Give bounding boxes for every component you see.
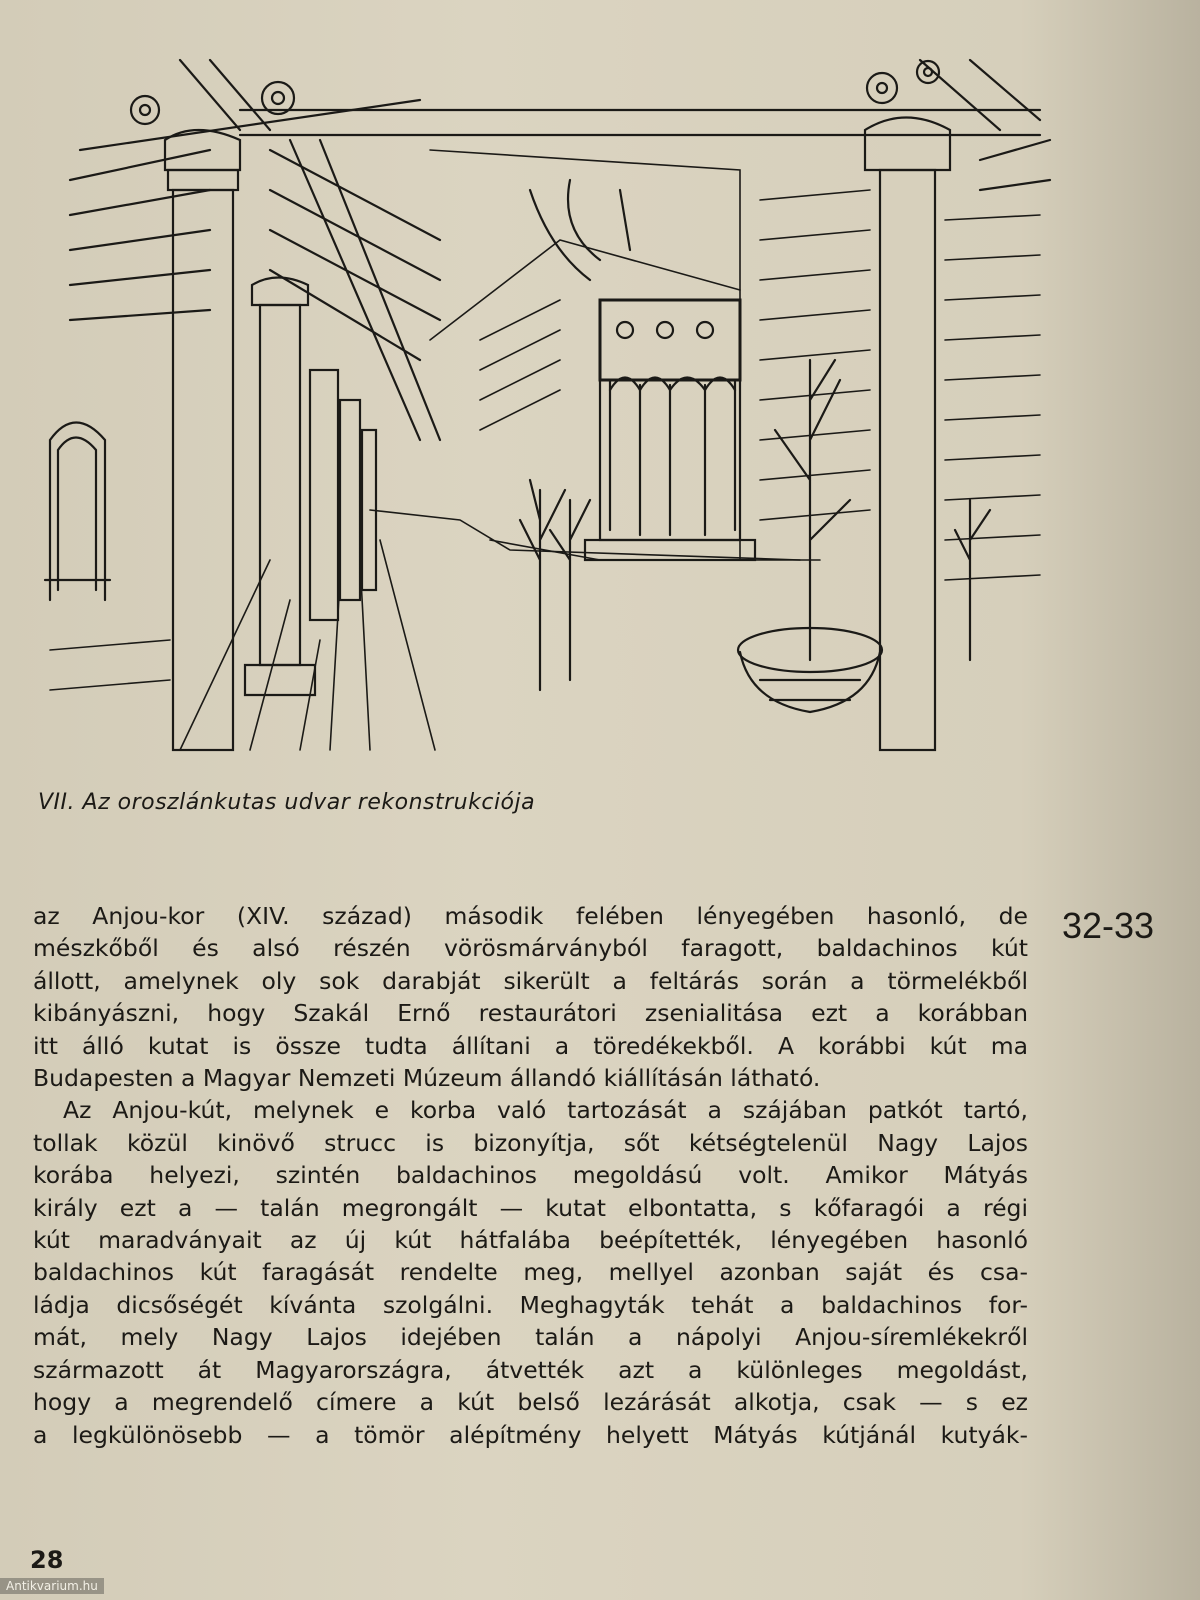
page-number: 28 xyxy=(30,1546,64,1574)
text-line: ládja dicsőségét kívánta szolgálni. Meghagyták tehát a baldachinos for- xyxy=(33,1290,1028,1319)
baldachin-fountain xyxy=(585,300,755,560)
courtyard-reconstruction-drawing xyxy=(40,40,1070,760)
text-line: Budapesten a Magyar Nemzeti Múzeum állandó kiállításán látható. xyxy=(33,1064,821,1093)
text-line: mát, mely Nagy Lajos idejében talán a nápolyi Anjou-síremlékekről xyxy=(33,1323,1028,1352)
text-line: Az Anjou-kút, melynek e korba való tartozását a szájában patkót tartó, xyxy=(63,1096,1028,1125)
text-line: állott, amelynek oly sok darabját sikerült a feltárás során a törmelékből xyxy=(33,966,1028,995)
watermark: Antikvarium.hu xyxy=(0,1578,104,1594)
text-line: a legkülönösebb — a tömör alépítmény helyett Mátyás kútjánál kutyák- xyxy=(33,1420,1028,1449)
arched-window xyxy=(45,423,110,601)
courtyard-ground xyxy=(50,510,820,750)
text-line: az Anjou-kor (XIV. század) második felében lényegében hasonló, de xyxy=(33,902,1028,930)
text-line: király ezt a — talán megrongált — kutat elbontatta, s kőfaragói a régi xyxy=(33,1193,1028,1222)
text-line: hogy a megrendelő címere a kút belső lezárását alkotja, csak — s ez xyxy=(33,1388,1028,1417)
margin-reference: 32-33 xyxy=(1062,905,1155,946)
body-text xyxy=(33,900,1028,1451)
rosettes xyxy=(131,61,939,124)
figure-caption: VII. Az oroszlánkutas udvar rekonstrukciója xyxy=(38,790,536,815)
text-line: baldachinos kút faragását rendelte meg, mellyel azonban saját és csa- xyxy=(33,1258,1028,1287)
text-line: kibányászni, hogy Szakál Ernő restaurátori zsenialitása ezt a korábban xyxy=(33,999,1028,1028)
text-line: mészkőből és alsó részén vörösmárványból faragott, baldachinos kút xyxy=(33,934,1028,963)
text-line: kút maradványait az új kút hátfalába beépítették, lényegében hasonló xyxy=(33,1226,1028,1255)
trees xyxy=(520,180,990,690)
text-line: származott át Magyarországra, átvették azt a különleges megoldást, xyxy=(33,1355,1028,1384)
text-line: korába helyezi, szintén baldachinos megoldású volt. Amikor Mátyás xyxy=(33,1161,1028,1190)
text-line: itt álló kutat is össze tudta állítani a töredékekből. A korábbi kút ma xyxy=(33,1031,1028,1060)
text-line: tollak közül kinövő strucc is bizonyítja, sőt kétségtelenül Nagy Lajos xyxy=(33,1128,1028,1157)
